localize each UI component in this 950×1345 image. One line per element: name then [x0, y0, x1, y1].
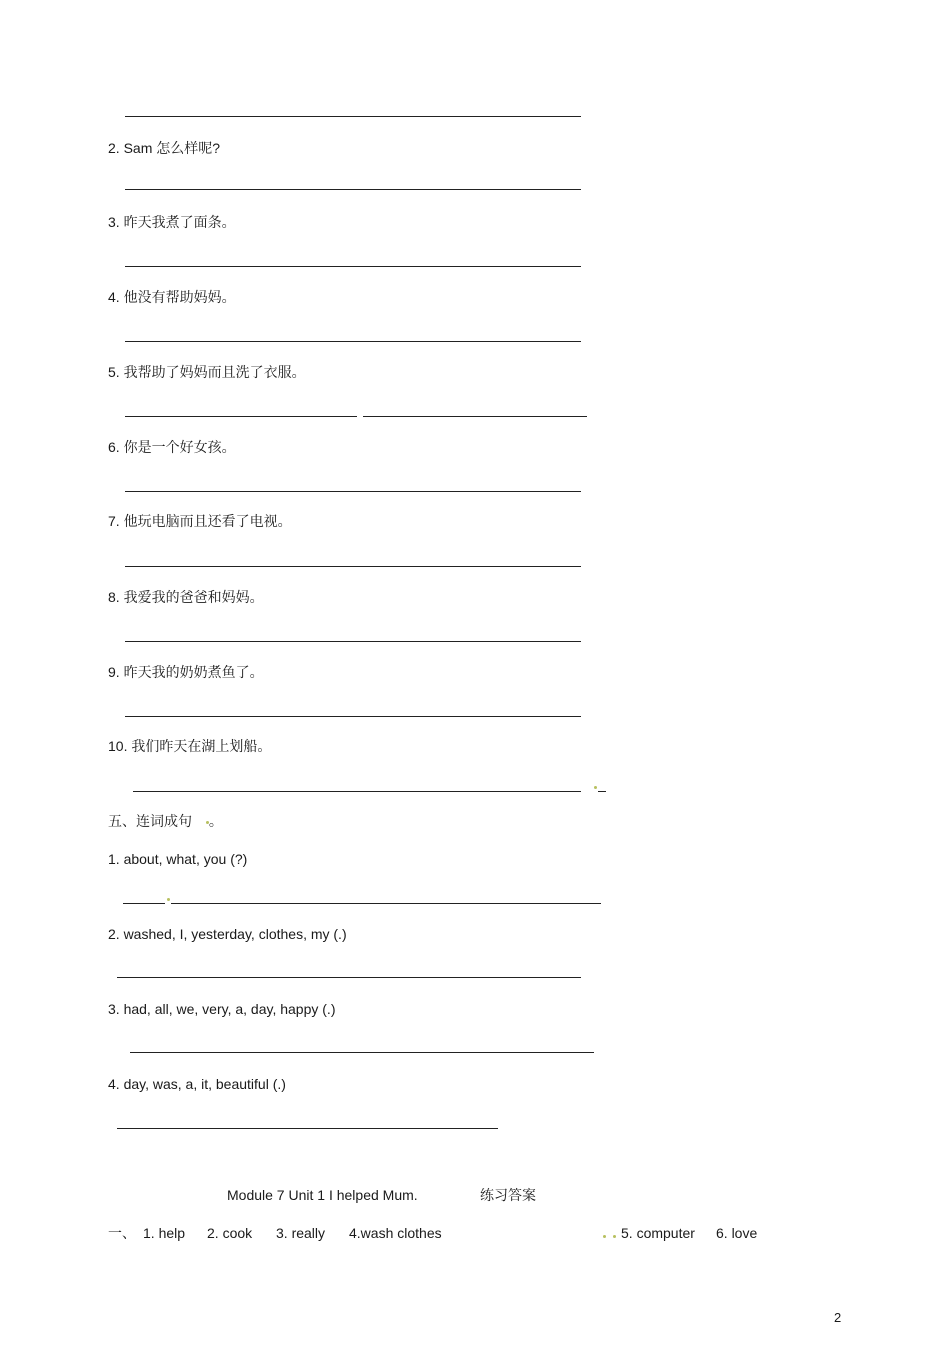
answer-line[interactable] — [125, 491, 581, 492]
question-2: 2. Sam 怎么样呢? — [108, 140, 221, 156]
question-10: 10. 我们昨天在湖上划船。 — [108, 738, 272, 754]
answers-title: Module 7 Unit 1 I helped Mum. — [227, 1187, 418, 1203]
section-5-title-text: 五、连词成句 — [108, 813, 192, 829]
answer-line[interactable] — [133, 791, 581, 792]
answer-line[interactable] — [363, 416, 587, 417]
reorder-4: 4. day, was, a, it, beautiful (.) — [108, 1076, 286, 1092]
answer-line[interactable] — [130, 1052, 594, 1053]
speck-mark — [594, 786, 597, 789]
answer-line[interactable] — [125, 641, 581, 642]
answer-line[interactable] — [125, 566, 581, 567]
answer-3: 3. really — [276, 1225, 326, 1241]
speck-mark — [603, 1235, 606, 1238]
answer-line[interactable] — [117, 977, 581, 978]
page-number: 2 — [834, 1310, 842, 1325]
answer-4: 4.wash clothes — [349, 1225, 442, 1241]
question-7: 7. 他玩电脑而且还看了电视。 — [108, 513, 292, 529]
answer-line[interactable] — [123, 903, 165, 904]
answers-title-suffix: 练习答案 — [480, 1187, 536, 1203]
answer-line[interactable] — [125, 716, 581, 717]
answer-5: 5. computer — [621, 1225, 695, 1241]
section-5-title-end: 。 — [208, 813, 223, 829]
answer-line[interactable] — [125, 341, 581, 342]
answer-line[interactable] — [117, 1128, 498, 1129]
answer-line[interactable] — [125, 189, 581, 190]
section-5-title — [108, 812, 223, 830]
answer-1: 1. help — [143, 1225, 186, 1241]
question-4: 4. 他没有帮助妈妈。 — [108, 289, 236, 305]
answer-line[interactable] — [125, 416, 357, 417]
answer-line[interactable] — [125, 116, 581, 117]
answer-line[interactable] — [171, 903, 601, 904]
speck-mark — [613, 1235, 616, 1238]
question-3: 3. 昨天我煮了面条。 — [108, 214, 236, 230]
question-5: 5. 我帮助了妈妈而且洗了衣服。 — [108, 364, 306, 380]
question-8: 8. 我爱我的爸爸和妈妈。 — [108, 589, 264, 605]
answer-6: 6. love — [716, 1225, 758, 1241]
answer-line-short[interactable] — [598, 791, 606, 792]
speck-mark — [167, 898, 170, 901]
answers-row-prefix: 一、 — [108, 1225, 136, 1241]
reorder-2: 2. washed, I, yesterday, clothes, my (.) — [108, 926, 347, 942]
question-9: 9. 昨天我的奶奶煮鱼了。 — [108, 664, 264, 680]
answer-2: 2. cook — [207, 1225, 253, 1241]
reorder-1: 1. about, what, you (?) — [108, 851, 248, 867]
reorder-3: 3. had, all, we, very, a, day, happy (.) — [108, 1001, 336, 1017]
answer-line[interactable] — [125, 266, 581, 267]
question-6: 6. 你是一个好女孩。 — [108, 439, 236, 455]
